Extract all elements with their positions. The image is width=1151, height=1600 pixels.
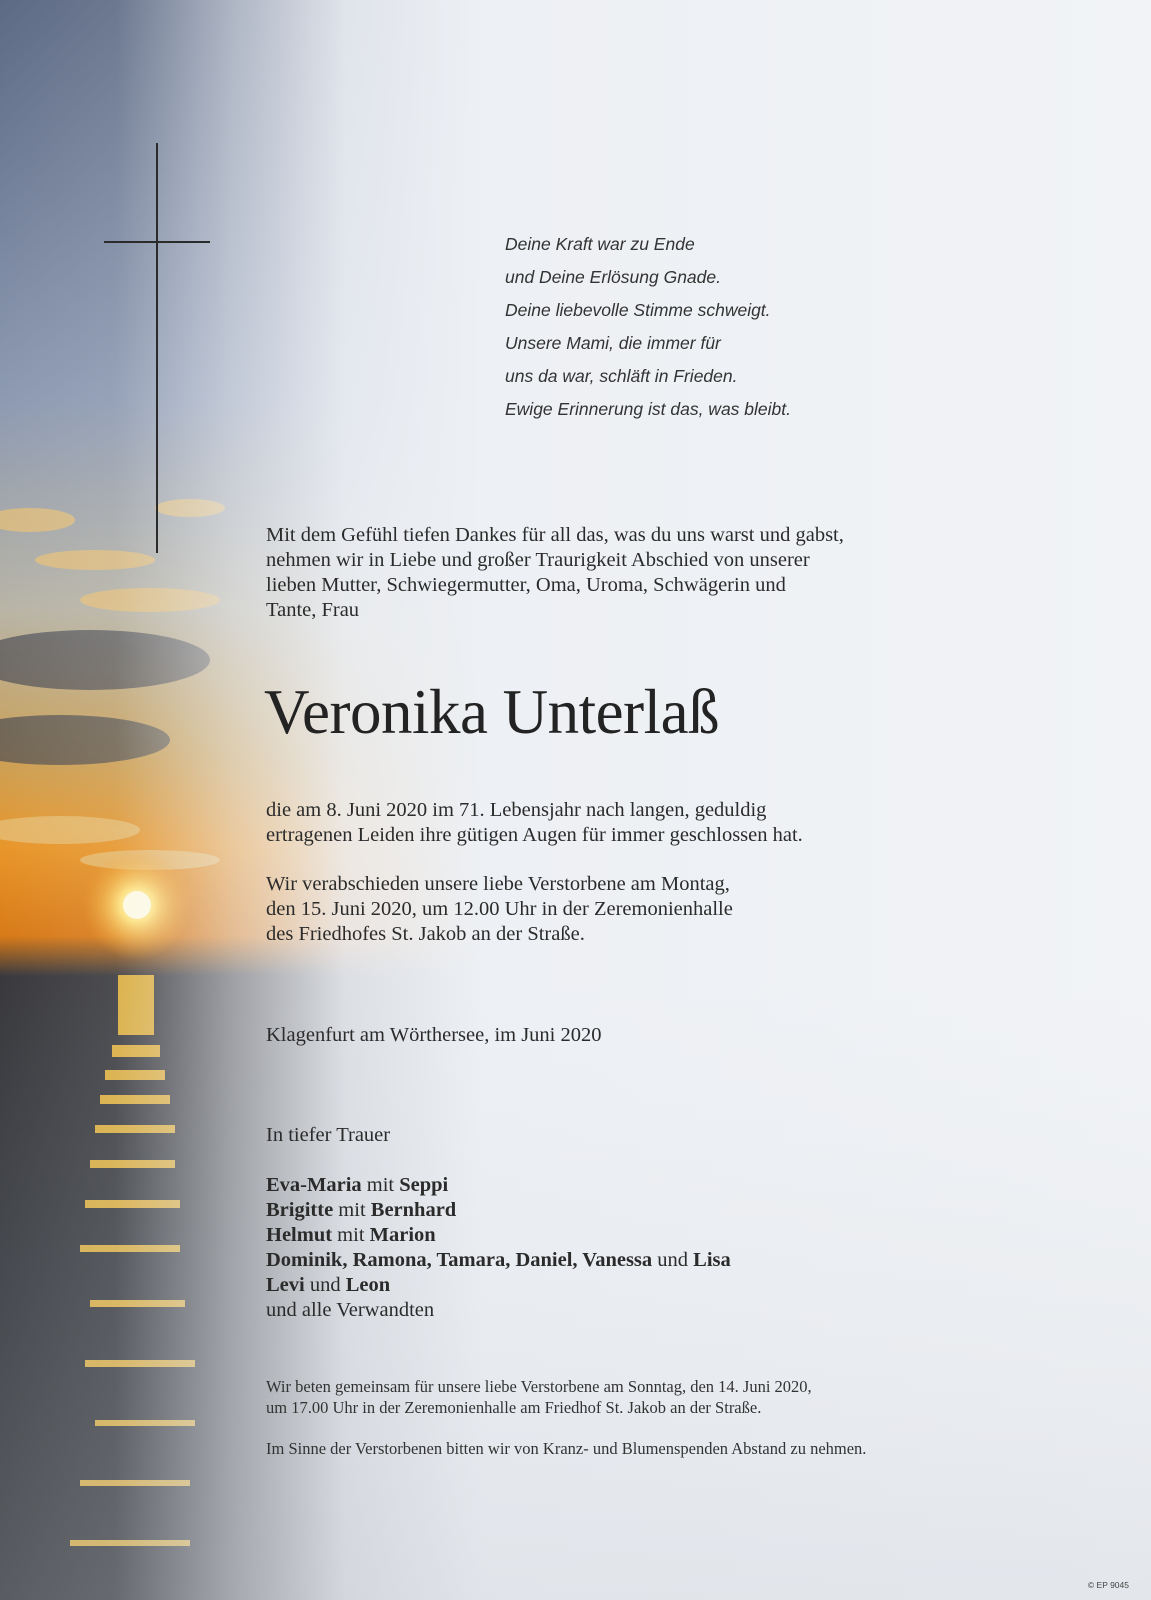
funeral-line: den 15. Juni 2020, um 12.00 Uhr in der Zeremonienhalle xyxy=(266,898,733,920)
intro-paragraph xyxy=(266,523,844,623)
death-notice-line: die am 8. Juni 2020 im 71. Lebensjahr nach langen, geduldig xyxy=(266,799,767,821)
poem-line: uns da war, schläft in Frieden. xyxy=(505,366,738,386)
mourner-name: Lisa xyxy=(693,1249,731,1271)
memorial-poem xyxy=(505,228,791,426)
print-code: © EP 9045 xyxy=(1087,1580,1129,1590)
prayer-line: Wir beten gemeinsam für unsere liebe Verstorbene am Sonntag, den 14. Juni 2020, xyxy=(266,1377,812,1396)
mourner-name: Marion xyxy=(369,1224,436,1246)
mourner-name: Leon xyxy=(345,1274,391,1296)
cross-icon-horizontal xyxy=(104,241,210,243)
mourners-list xyxy=(266,1173,731,1323)
mourner-row xyxy=(266,1173,731,1198)
funeral-paragraph xyxy=(266,872,733,947)
funeral-line: des Friedhofes St. Jakob an der Straße. xyxy=(266,923,585,945)
donation-request: Im Sinne der Verstorbenen bitten wir von Kranz- und Blumenspenden Abstand zu nehmen. xyxy=(266,1439,867,1458)
intro-line: Tante, Frau xyxy=(266,599,360,621)
mourner-row xyxy=(266,1248,731,1273)
deceased-name: Veronika Unterlaß xyxy=(264,677,720,747)
funeral-line: Wir verabschieden unsere liebe Verstorbene am Montag, xyxy=(266,873,730,895)
mourner-connector: mit xyxy=(332,1224,370,1246)
death-notice-paragraph xyxy=(266,798,803,848)
prayer-line: um 17.00 Uhr in der Zeremonienhalle am Friedhof St. Jakob an der Straße. xyxy=(266,1398,762,1417)
mourner-connector: und xyxy=(652,1249,694,1271)
poem-line: Unsere Mami, die immer für xyxy=(505,333,721,353)
mourner-name: Brigitte xyxy=(266,1199,334,1221)
mourner-row: und alle Verwandten xyxy=(266,1299,435,1321)
mourner-connector: mit xyxy=(333,1199,371,1221)
mourner-row xyxy=(266,1198,731,1223)
mourner-row xyxy=(266,1223,731,1248)
poem-line: Deine liebevolle Stimme schweigt. xyxy=(505,300,771,320)
mourner-row xyxy=(266,1273,731,1298)
mourner-connector: mit xyxy=(361,1174,400,1196)
mourner-name: Bernhard xyxy=(370,1199,457,1221)
intro-line: lieben Mutter, Schwiegermutter, Oma, Uroma, Schwägerin und xyxy=(266,574,786,596)
intro-line: nehmen wir in Liebe und großer Traurigkeit Abschied von unserer xyxy=(266,549,810,571)
mourner-name: Eva-Maria xyxy=(266,1174,362,1196)
poem-line: Deine Kraft war zu Ende xyxy=(505,234,695,254)
poem-line: und Deine Erlösung Gnade. xyxy=(505,267,721,287)
poem-line: Ewige Erinnerung ist das, was bleibt. xyxy=(505,399,791,419)
mourner-name: Levi xyxy=(266,1274,305,1296)
mourner-name: Helmut xyxy=(266,1224,333,1246)
mourner-connector: und xyxy=(304,1274,346,1296)
place-date: Klagenfurt am Wörthersee, im Juni 2020 xyxy=(266,1024,602,1046)
mourning-intro: In tiefer Trauer xyxy=(266,1124,391,1146)
mourner-name: Seppi xyxy=(399,1174,449,1196)
mourner-name: Dominik, Ramona, Tamara, Daniel, Vanessa xyxy=(266,1249,653,1271)
death-notice-line: ertragenen Leiden ihre gütigen Augen für immer geschlossen hat. xyxy=(266,824,803,846)
prayer-notice xyxy=(266,1376,812,1418)
cross-icon-vertical xyxy=(156,143,158,553)
intro-line: Mit dem Gefühl tiefen Dankes für all das, was du uns warst und gabst, xyxy=(266,524,844,546)
